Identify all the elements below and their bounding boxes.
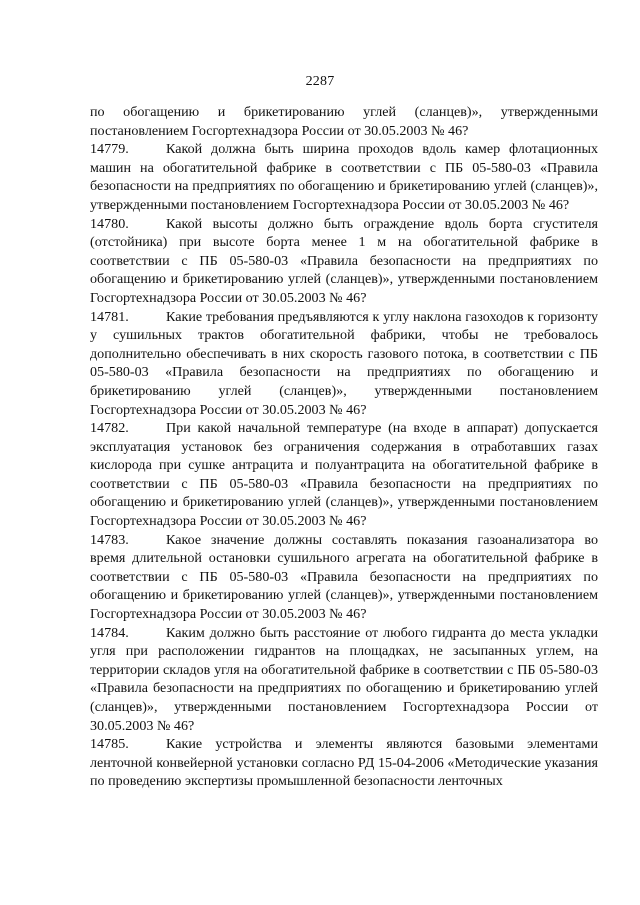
question-number: 14782.: [90, 420, 129, 437]
question-text: Какие требования предъявляются к углу наклона газоходов к горизонту у сушильных трактов обогатительной фабрики, чтобы не требовалось дополнительно обеспечивать в них скорость газового потока, в соответствии с ПБ 05-580-03 «Правила безопасности на предприятиях по обогащению и брикетированию углей (сланцев)», утвержденными постановлением Госгортехнадзора России от 30.05.2003 № 46?: [90, 308, 598, 418]
question-item: [90, 140, 598, 214]
question-item: [90, 419, 598, 531]
question-text: Каким должно быть расстояние от любого гидранта до места укладки угля при расположении гидрантов на площадках, не засыпанных углем, на территории складов угля на обогатительной фабрике в соответствии с ПБ 05-580-03 «Правила безопасности на предприятиях по обогащению и брикетированию углей (сланцев)», утвержденными постановлением Госгортехнадзора России от 30.05.2003 № 46?: [90, 624, 598, 734]
question-number: 14784.: [90, 624, 129, 641]
question-number: 14780.: [90, 215, 129, 232]
question-list: [90, 103, 598, 791]
question-text: Какой должна быть ширина проходов вдоль камер флотационных машин на обогатительной фабрике в соответствии с ПБ 05-580-03 «Правила безопасности на предприятиях по обогащению и брикетированию углей (сланцев)», утвержденными постановлением Госгортехнадзора России от 30.05.2003 № 46?: [90, 141, 598, 213]
question-text: Какой высоты должно быть ограждение вдоль борта сгустителя (отстойника) при высоте борта менее 1 м на обогатительной фабрике в соответствии с ПБ 05-580-03 «Правила безопасности на предприятиях по обогащению и брикетированию углей (сланцев)», утвержденными постановлением Госгортехнадзора России от 30.05.2003 № 46?: [90, 215, 598, 306]
question-number: 14781.: [90, 308, 129, 325]
question-item: [90, 624, 598, 736]
page-number: 2287: [305, 74, 335, 89]
question-number: 14779.: [90, 141, 129, 158]
continuation-text: по обогащению и брикетированию углей (сланцев)», утвержденными постановлением Госгортехнадзора России от 30.05.2003 № 46?: [90, 104, 598, 139]
question-text: Какое значение должны составлять показания газоанализатора во время длительной остановки сушильного агрегата на обогатительной фабрике в соответствии с ПБ 05-580-03 «Правила безопасности на предприятиях по обогащению и брикетированию углей (сланцев)», утвержденными постановлением Госгортехнадзора России от 30.05.2003 № 46?: [90, 531, 598, 623]
question-item: [90, 308, 598, 420]
question-item: [90, 215, 598, 308]
question-number: 14785.: [90, 736, 129, 753]
question-text: Какие устройства и элементы являются базовыми элементами ленточной конвейерной установки согласно РД 15-04-2006 «Методические указания по проведению экспертизы промышленной безопасности ленточных: [90, 736, 598, 790]
question-item: [90, 735, 598, 791]
question-text: При какой начальной температуре (на входе в аппарат) допускается эксплуатация установок без ограничения содержания в отработавших газах кислорода при сушке антрацита и полуантрацита на обогатительной фабрике в соответствии с ПБ 05-580-03 «Правила безопасности на предприятиях по обогащению и брикетированию углей (сланцев)», утвержденными постановлением Госгортехнадзора России от 30.05.2003 № 46?: [90, 420, 598, 530]
question-number: 14783.: [90, 531, 129, 548]
question-item: [90, 531, 598, 624]
